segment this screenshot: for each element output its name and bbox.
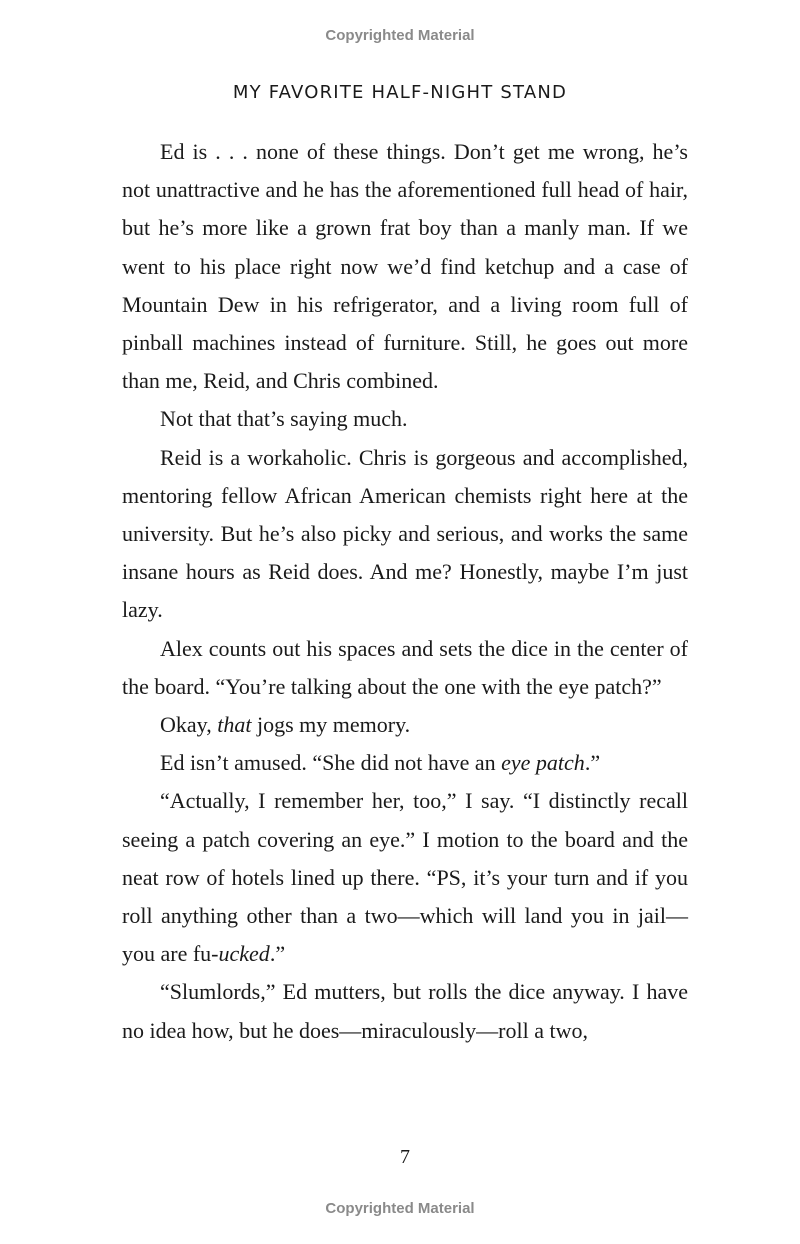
paragraph-6: [122, 744, 688, 782]
paragraph-5-emphasis: that: [217, 712, 252, 738]
watermark-top: Copyrighted Material: [325, 27, 475, 44]
paragraph-6-text-a: Ed isn’t amused. “She did not have an: [160, 750, 502, 776]
paragraph-6-emphasis: eye patch: [501, 750, 585, 776]
paragraph-5-text-b: jogs my memory.: [251, 712, 411, 738]
watermark-bottom: Copyrighted Material: [325, 1200, 475, 1217]
paragraph-3: Reid is a workaholic. Chris is gorgeous and accomplished, mentoring fellow African American chemists right here at the university. But he’s also picky and serious, and works the same insane hours as Reid does. And me? Honestly, maybe I’m just lazy.: [122, 444, 688, 623]
paragraph-2: Not that that’s saying much.: [160, 406, 408, 432]
running-head-title: MY FAVORITE HALF-NIGHT STAND: [232, 82, 568, 103]
paragraph-1: Ed is . . . none of these things. Don’t get me wrong, he’s not unattractive and he has the aforementioned full head of hair, but he’s more like a grown frat boy than a manly man. If we went to his place right now we’d find ketchup and a case of Mountain Dew in his refrigerator, and a living room full of pinball machines instead of furniture. Still, he goes out more than me, Reid, and Chris combined.: [122, 139, 688, 394]
page-body: [122, 133, 688, 1050]
paragraph-5: [122, 706, 688, 744]
paragraph-7-text-a: “Actually, I remember her, too,” I say. “I distinctly recall seeing a patch covering an eye.” I motion to the board and the neat row of hotels lined up there. “PS, it’s your turn and if you roll anything other than a two—which will land you in jail—you are fu-: [122, 788, 688, 967]
paragraph-7: [122, 782, 688, 973]
paragraph-5-text-a: Okay,: [160, 712, 218, 738]
paragraph-4: Alex counts out his spaces and sets the dice in the center of the board. “You’re talking about the one with the eye patch?”: [122, 635, 688, 699]
paragraph-7-emphasis: ucked: [218, 941, 270, 967]
paragraph-7-text-b: .”: [269, 941, 286, 967]
page-number: 7: [400, 1146, 410, 1168]
paragraph-8: “Slumlords,” Ed mutters, but rolls the dice anyway. I have no idea how, but he does—miraculously—roll a two,: [122, 979, 688, 1043]
paragraph-6-text-b: .”: [584, 750, 601, 776]
